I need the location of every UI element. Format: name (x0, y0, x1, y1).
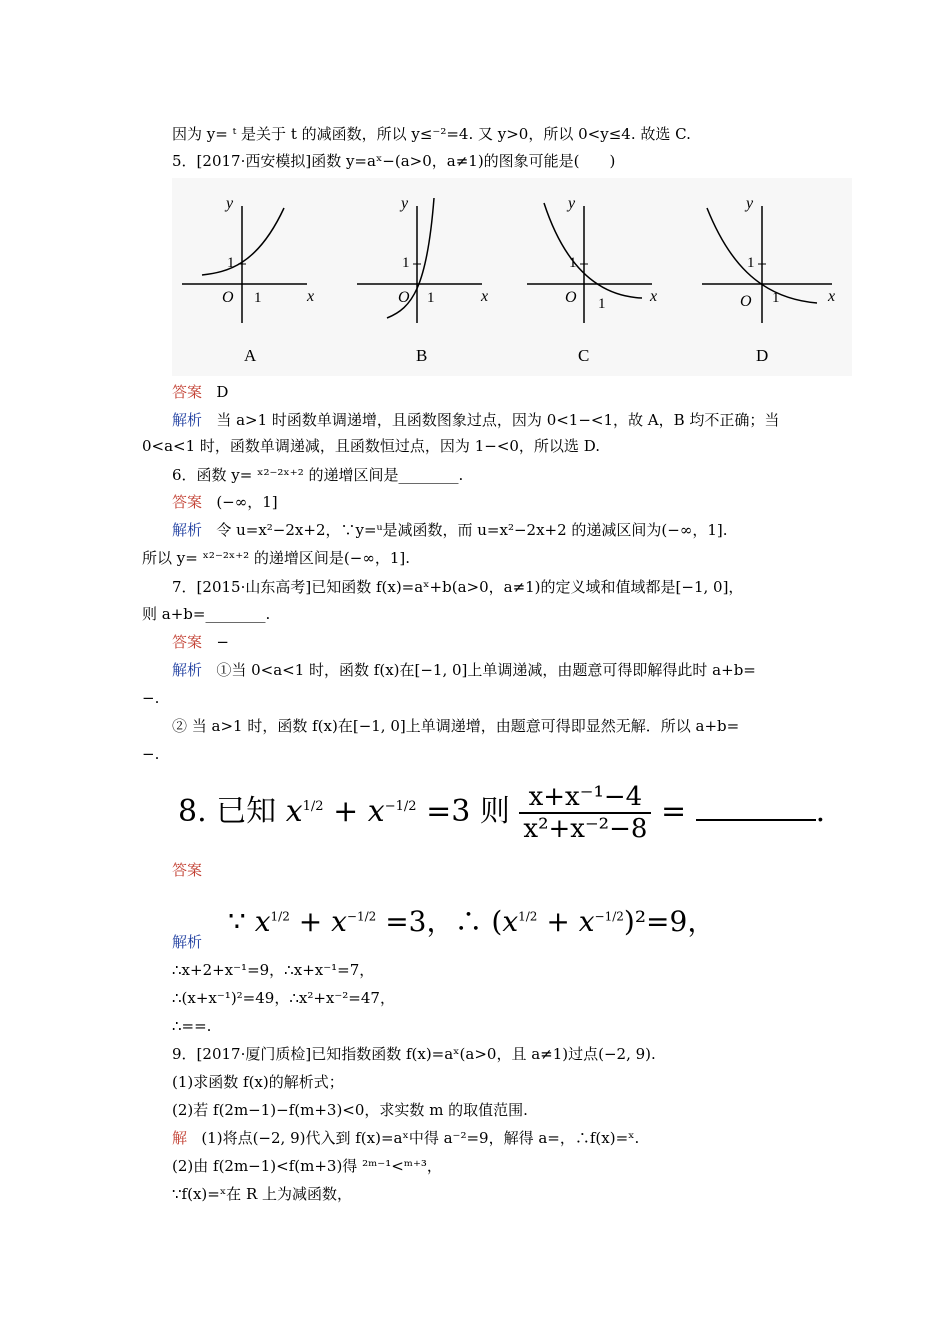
s8-e1: 1/2 (270, 909, 290, 924)
question-9-part1: (1)求函数 f(x)的解析式； (172, 1073, 344, 1091)
answer-label: 答案 (172, 383, 203, 401)
question-9-part2: (2)若 f(2m−1)−f(m+3)<0，求实数 m 的取值范围. (172, 1101, 528, 1119)
graph-d-one-x: 1 (772, 290, 780, 306)
s8-plus2: + (546, 905, 570, 938)
solution-label: 解析 (172, 521, 203, 539)
graph-c-label: C (578, 346, 590, 365)
graph-d-x-label: x (828, 288, 836, 305)
q8-eq3: =3 则 (426, 794, 510, 829)
q8-plus: + (333, 794, 359, 829)
graph-c-origin: O (565, 289, 577, 306)
solution-label: 解析 (172, 933, 203, 951)
q8-denominator: x²+x⁻²−8 (523, 814, 648, 844)
answer-5 (172, 382, 228, 402)
answer-6 (172, 492, 278, 512)
question-9: 9．[2017·厦门质检]已知指数函数 f(x)=aˣ(a>0，且 a≠1)过点(−2, 9). (172, 1045, 656, 1063)
graph-d (702, 206, 832, 323)
q8-eq: = (660, 794, 687, 829)
text-line: 因为 y= ᵗ 是关于 t 的减函数，所以 y≤⁻²=4. 又 y>0，所以 0<y≤4. 故选 C. (172, 125, 691, 143)
solution-label: 解 (172, 1129, 188, 1147)
solution-8-label (172, 932, 202, 952)
function-graphs (172, 178, 852, 376)
s8-eq: =3，∴ (385, 905, 483, 938)
answer-value: − (216, 633, 229, 651)
solution-9 (172, 1128, 639, 1148)
graph-a-y-label: y (226, 195, 234, 212)
solution-text: 令 u=x²−2x+2，∵y=ᵘ是减函数，而 u=x²−2x+2 的递减区间为(−∞，1]. (216, 521, 728, 539)
q8-exp2: −1/2 (384, 799, 417, 814)
s8-x4: x (578, 905, 595, 938)
solution-label: 解析 (172, 411, 203, 429)
answer-label: 答案 (172, 493, 203, 511)
answer-8 (172, 860, 202, 880)
s8-lp: ( (491, 905, 503, 938)
question-6: 6．函数 y= ˣ²⁻²ˣ⁺² 的递增区间是________. (172, 466, 464, 484)
solution-text: ①当 0<a<1 时，函数 f(x)在[−1, 0]上单调递减，由题意可得即解得此时 a+b= (216, 661, 756, 679)
s8-e2: −1/2 (346, 909, 377, 924)
graph-d-one-y: 1 (747, 255, 755, 271)
graph-b-one-y: 1 (402, 255, 410, 271)
graph-d-label: D (756, 346, 769, 365)
graph-a-x-label: x (307, 288, 315, 305)
solution-7-cont: −. (142, 689, 160, 707)
q8-dot: . (815, 794, 826, 829)
q8-x2: x (367, 794, 385, 829)
answer-blank (696, 819, 816, 821)
graph-c-y-label: y (568, 195, 576, 212)
answer-value: D (216, 383, 229, 401)
solution-7-case2: ② 当 a>1 时，函数 f(x)在[−1, 0]上单调递增，由题意可得即显然无解．所以 a+b= (172, 717, 740, 735)
graph-c-one-y: 1 (569, 255, 577, 271)
solution-8-step1: ∴x+2+x⁻¹=9，∴x+x⁻¹=7， (172, 961, 375, 979)
question-8 (178, 782, 825, 844)
graph-a-origin: O (222, 289, 234, 306)
graph-c-x-label: x (650, 288, 658, 305)
graph-a-one-y: 1 (227, 255, 235, 271)
graph-a-one-x: 1 (254, 290, 262, 306)
solution-9-step2: (2)由 f(2m−1)<f(m+3)得 ²ᵐ⁻¹<ᵐ⁺³， (172, 1157, 442, 1175)
solution-5 (172, 410, 779, 430)
solution-8-step2: ∴(x+x⁻¹)²=49，∴x²+x⁻²=47， (172, 989, 395, 1007)
s8-e3: 1/2 (518, 909, 538, 924)
answer-7 (172, 632, 229, 652)
solution-text: (1)将点(−2, 9)代入到 f(x)=aˣ中得 a⁻²=9，解得 a=，∴f(x)=ˣ. (201, 1129, 640, 1147)
solution-8-formula (228, 900, 715, 940)
s8-e4: −1/2 (594, 909, 624, 924)
graph-b-x-label: x (481, 288, 489, 305)
q8-numerator: x+x⁻¹−4 (519, 782, 651, 814)
s8-x1: x (254, 905, 271, 938)
graph-a-label: A (244, 346, 257, 365)
answer-value: (−∞，1] (216, 493, 278, 511)
graph-b-one-x: 1 (427, 290, 435, 306)
graph-b-label: B (416, 346, 428, 365)
graph-c-one-x: 1 (598, 296, 606, 312)
solution-5-cont: 0<a<1 时，函数单调递减，且函数恒过点，因为 1−<0，所以选 D. (142, 437, 600, 455)
answer-label: 答案 (172, 861, 203, 879)
question-7: 7．[2015·山东高考]已知函数 f(x)=aˣ+b(a>0，a≠1)的定义域和值域都是[−1, 0]， (172, 578, 744, 596)
graph-c (527, 203, 652, 323)
solution-7 (172, 660, 756, 680)
solution-6-cont: 所以 y= ˣ²⁻²ˣ⁺² 的递增区间是(−∞，1]. (142, 549, 411, 567)
q8-fraction (519, 782, 651, 844)
graph-b-origin: O (398, 289, 410, 306)
graph-d-y-label: y (746, 195, 754, 212)
q8-prefix: 8. 已知 (178, 794, 277, 829)
because-symbol: ∵ (228, 905, 246, 938)
solution-8-step3: ∴==. (172, 1017, 212, 1035)
s8-x2: x (331, 905, 347, 938)
question-5: 5．[2017·西安模拟]函数 y=aˣ−(a>0，a≠1)的图象可能是( ) (172, 152, 616, 170)
s8-x3: x (502, 905, 519, 938)
q8-x: x (285, 794, 303, 829)
question-7-cont: 则 a+b=________. (142, 605, 271, 623)
solution-label: 解析 (172, 661, 203, 679)
graph-d-origin: O (740, 293, 752, 310)
s8-rp: )²=9， (623, 905, 716, 938)
graph-b (357, 198, 482, 323)
graph-a (182, 206, 307, 323)
answer-label: 答案 (172, 633, 203, 651)
graph-b-y-label: y (401, 195, 409, 212)
q8-exp: 1/2 (302, 799, 324, 814)
solution-text: 当 a>1 时函数单调递增，且函数图象过点，因为 0<1−<1，故 A，B 均不正确；当 (216, 411, 780, 429)
s8-plus: + (298, 905, 323, 938)
solution-6 (172, 520, 728, 540)
solution-9-step3: ∵f(x)=ˣ在 R 上为减函数， (172, 1185, 353, 1203)
solution-7-case2-cont: −. (142, 745, 160, 763)
